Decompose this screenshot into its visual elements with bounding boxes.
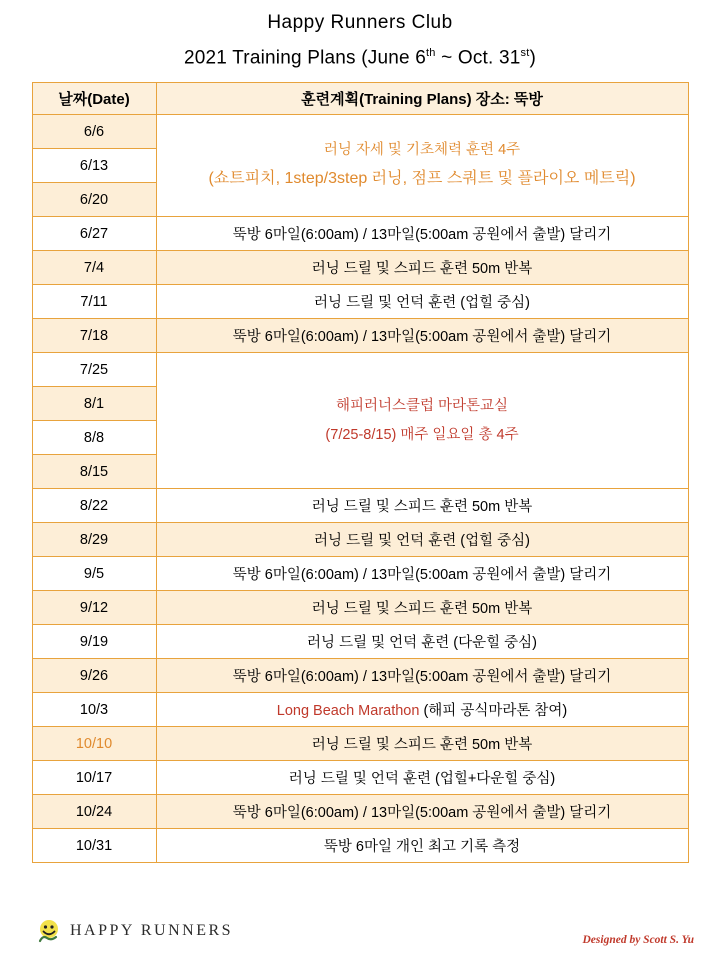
cell-plan-merged-marathon-class <box>156 353 688 489</box>
table-row <box>32 761 688 795</box>
table-row <box>32 591 688 625</box>
merged-line-2: (7/25-8/15) 매주 일요일 총 4주 <box>325 426 519 443</box>
cell-date: 8/15 <box>32 455 156 489</box>
page-title: Happy Runners Club <box>267 12 453 33</box>
table-row <box>32 319 688 353</box>
subtitle-prefix: 2021 Training Plans (June 6 <box>184 47 427 69</box>
title-block <box>0 0 720 69</box>
column-header-date: 날짜(Date) <box>32 83 156 115</box>
cell-plan-merged-foundation <box>156 115 688 217</box>
cell-date: 9/19 <box>32 625 156 659</box>
marathon-note: (해피 공식마라톤 참여) <box>423 703 568 720</box>
cell-plan: 뚝방 6마일(6:00am) / 13마일(5:00am 공원에서 출발) 달리기 <box>156 217 688 251</box>
table-body <box>32 115 688 863</box>
cell-plan: 뚝방 6마일(6:00am) / 13마일(5:00am 공원에서 출발) 달리기 <box>156 319 688 353</box>
cell-date: 8/8 <box>32 421 156 455</box>
cell-plan: 러닝 드릴 및 언덕 훈련 (업힐+다운힐 중심) <box>156 761 688 795</box>
happy-runner-logo-svg <box>34 916 64 946</box>
table-row <box>32 659 688 693</box>
cell-date: 10/3 <box>32 693 156 727</box>
subtitle-ordinal-1: th <box>426 47 436 59</box>
cell-plan: 러닝 드릴 및 스피드 훈련 50m 반복 <box>156 727 688 761</box>
table-row <box>32 795 688 829</box>
cell-plan: 러닝 드릴 및 언덕 훈련 (업힐 중심) <box>156 523 688 557</box>
happy-runner-logo-icon <box>34 916 64 946</box>
subtitle-mid: ~ Oct. 31 <box>435 47 521 69</box>
cell-date: 7/11 <box>32 285 156 319</box>
table-row <box>32 625 688 659</box>
cell-date: 10/17 <box>32 761 156 795</box>
cell-plan-marathon <box>156 693 688 727</box>
cell-plan: 러닝 드릴 및 언덕 훈련 (업힐 중심) <box>156 285 688 319</box>
table-row <box>32 353 688 387</box>
cell-plan: 러닝 드릴 및 스피드 훈련 50m 반복 <box>156 591 688 625</box>
cell-plan: 뚝방 6마일 개인 최고 기록 측정 <box>156 829 688 863</box>
table-row <box>32 557 688 591</box>
table-row <box>32 251 688 285</box>
subtitle-suffix: ) <box>529 47 536 69</box>
subtitle-ordinal-2: st <box>520 47 530 59</box>
cell-date: 8/1 <box>32 387 156 421</box>
brand-logo-group <box>34 916 233 946</box>
cell-plan: 러닝 드릴 및 스피드 훈련 50m 반복 <box>156 251 688 285</box>
table-row <box>32 285 688 319</box>
table-row <box>32 693 688 727</box>
merged-line-1: 해피러너스클럽 마라톤교실 <box>335 397 509 414</box>
column-header-plan: 훈련계획(Training Plans) 장소: 뚝방 <box>156 83 688 115</box>
cell-plan: 뚝방 6마일(6:00am) / 13마일(5:00am 공원에서 출발) 달리기 <box>156 795 688 829</box>
page-subtitle <box>0 47 720 69</box>
cell-date: 10/31 <box>32 829 156 863</box>
table-row <box>32 829 688 863</box>
cell-date: 7/18 <box>32 319 156 353</box>
cell-date: 10/10 <box>32 727 156 761</box>
merged-line-1: 러닝 자세 및 기초체력 훈련 4주 <box>323 141 521 158</box>
cell-date: 10/24 <box>32 795 156 829</box>
training-plan-table <box>32 82 689 863</box>
cell-plan: 뚝방 6마일(6:00am) / 13마일(5:00am 공원에서 출발) 달리기 <box>156 557 688 591</box>
table-row <box>32 217 688 251</box>
cell-date: 6/6 <box>32 115 156 149</box>
cell-plan: 러닝 드릴 및 스피드 훈련 50m 반복 <box>156 489 688 523</box>
cell-date: 7/4 <box>32 251 156 285</box>
cell-date: 9/5 <box>32 557 156 591</box>
merged-line-2: (쇼트피치, 1step/3step 러닝, 점프 스쿼트 및 플라이오 메트릭) <box>208 170 636 188</box>
marathon-name: Long Beach Marathon <box>276 703 424 720</box>
table-row <box>32 727 688 761</box>
cell-date: 6/20 <box>32 183 156 217</box>
brand-name: HAPPY RUNNERS <box>70 922 234 939</box>
cell-date: 7/25 <box>32 353 156 387</box>
cell-date: 8/22 <box>32 489 156 523</box>
cell-date: 9/26 <box>32 659 156 693</box>
table-row <box>32 523 688 557</box>
table-row <box>32 115 688 149</box>
cell-date: 9/12 <box>32 591 156 625</box>
cell-date: 8/29 <box>32 523 156 557</box>
footer <box>0 902 720 960</box>
cell-plan: 뚝방 6마일(6:00am) / 13마일(5:00am 공원에서 출발) 달리기 <box>156 659 688 693</box>
cell-date: 6/13 <box>32 149 156 183</box>
designer-credit: Designed by Scott S. Yu <box>582 934 694 946</box>
table-header-row <box>32 83 688 115</box>
cell-plan: 러닝 드릴 및 언덕 훈련 (다운힐 중심) <box>156 625 688 659</box>
cell-date: 6/27 <box>32 217 156 251</box>
table-row <box>32 489 688 523</box>
